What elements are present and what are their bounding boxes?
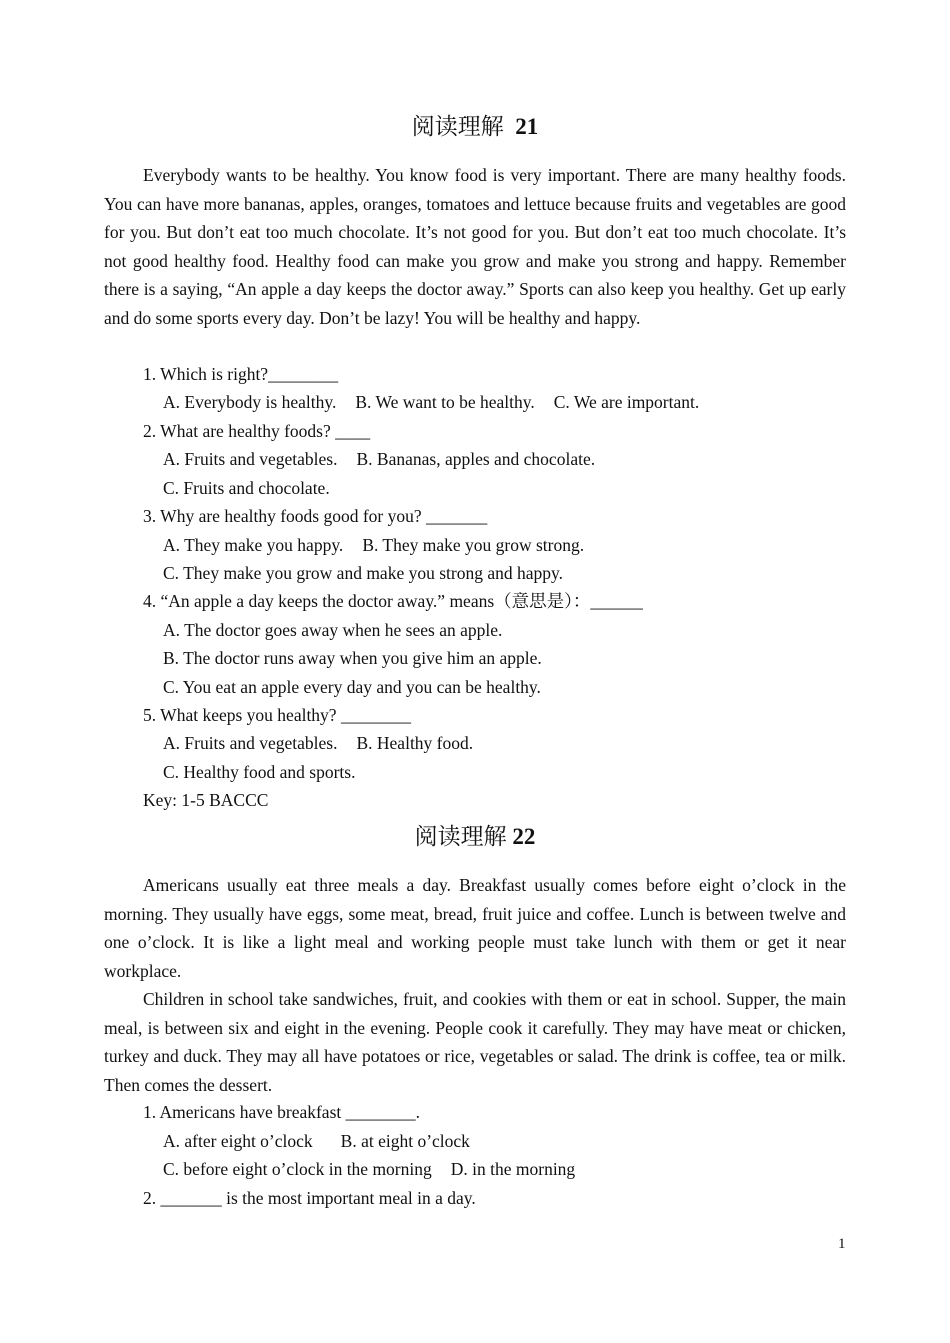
passage-paragraph: Children in school take sandwiches, fruit, and cookies with them or eat in school. Supper, the main meal, is between six and eight in the evening. People cook it carefully. They may have meat or chicken, turkey and duck. They may all have potatoes or rice, vegetables or salad. The drink is coffee, tea or milk. Then comes the dessert.	[104, 989, 846, 1095]
option-row	[163, 729, 473, 758]
option: B. Healthy food.	[356, 733, 474, 753]
option: A. The doctor goes away when he sees an apple.	[163, 620, 503, 640]
option-row	[163, 474, 330, 503]
heading-number: 22	[512, 824, 536, 849]
question: 1. Americans have breakfast ________.	[143, 1102, 421, 1122]
section-heading	[104, 112, 846, 142]
option: C. They make you grow and make you strong and happy.	[163, 563, 563, 583]
option: B. at eight o’clock	[340, 1131, 470, 1151]
option: B. The doctor runs away when you give him an apple.	[163, 648, 542, 668]
option-row	[163, 559, 563, 588]
option: C. Healthy food and sports.	[163, 762, 356, 782]
option-row	[163, 1155, 575, 1184]
option: A. after eight o’clock	[163, 1131, 313, 1151]
question: 4. “An apple a day keeps the doctor away.” means（意思是）：______	[143, 591, 643, 611]
option: C. You eat an apple every day and you can be healthy.	[163, 677, 541, 697]
heading-text: 阅读理解	[414, 824, 507, 849]
section-heading	[104, 822, 846, 852]
option-row	[163, 388, 699, 417]
passage-paragraph: Everybody wants to be healthy. You know food is very important. There are many healthy foods. You can have more bananas, apples, oranges, tomatoes and lettuce because fruits and vegetables are good for you. But don’t eat too much chocolate. It’s not good for you. But don’t eat too much chocolate. It’s not good healthy food. Healthy food can make you grow and make you strong and happy. Remember there is a saying, “An apple a day keeps the doctor away.” Sports can also keep you healthy. Get up early and do some sports every day. Don’t be lazy! You will be healthy and happy.	[104, 165, 846, 328]
option: B. Bananas, apples and chocolate.	[356, 449, 596, 469]
option: A. Everybody is healthy.	[163, 392, 337, 412]
question: 2. What are healthy foods? ____	[143, 421, 371, 441]
option-row	[163, 644, 542, 673]
option: A. They make you happy.	[163, 535, 344, 555]
option-row	[163, 1127, 470, 1156]
option-row	[163, 531, 584, 560]
option: A. Fruits and vegetables.	[163, 449, 338, 469]
question: 2. _______ is the most important meal in a day.	[143, 1188, 476, 1208]
page-number: 1	[838, 1236, 846, 1252]
option-row	[163, 758, 355, 787]
question: 5. What keeps you healthy? ________	[143, 705, 411, 725]
option: D. in the morning	[450, 1159, 576, 1179]
heading-text: 阅读理解	[411, 114, 504, 139]
option-row	[163, 673, 541, 702]
option: B. We want to be healthy.	[355, 392, 535, 412]
option: A. Fruits and vegetables.	[163, 733, 338, 753]
option-row	[163, 616, 502, 645]
question: 1. Which is right?________	[143, 364, 339, 384]
passage-paragraph: Americans usually eat three meals a day. Breakfast usually comes before eight o’clock in the morning. They usually have eggs, some meat, bread, fruit juice and coffee. Lunch is between twelve and one o’clock. It is like a light meal and working people must take lunch with them or get it near workplace.	[104, 875, 846, 981]
option: C. We are important.	[553, 392, 700, 412]
option-row	[163, 445, 595, 474]
answer-key: Key: 1-5 BACCC	[143, 790, 269, 810]
option: B. They make you grow strong.	[362, 535, 585, 555]
option: C. Fruits and chocolate.	[163, 478, 330, 498]
heading-number: 21	[515, 114, 539, 139]
question: 3. Why are healthy foods good for you? _______	[143, 506, 488, 526]
option: C. before eight o’clock in the morning	[163, 1159, 432, 1179]
